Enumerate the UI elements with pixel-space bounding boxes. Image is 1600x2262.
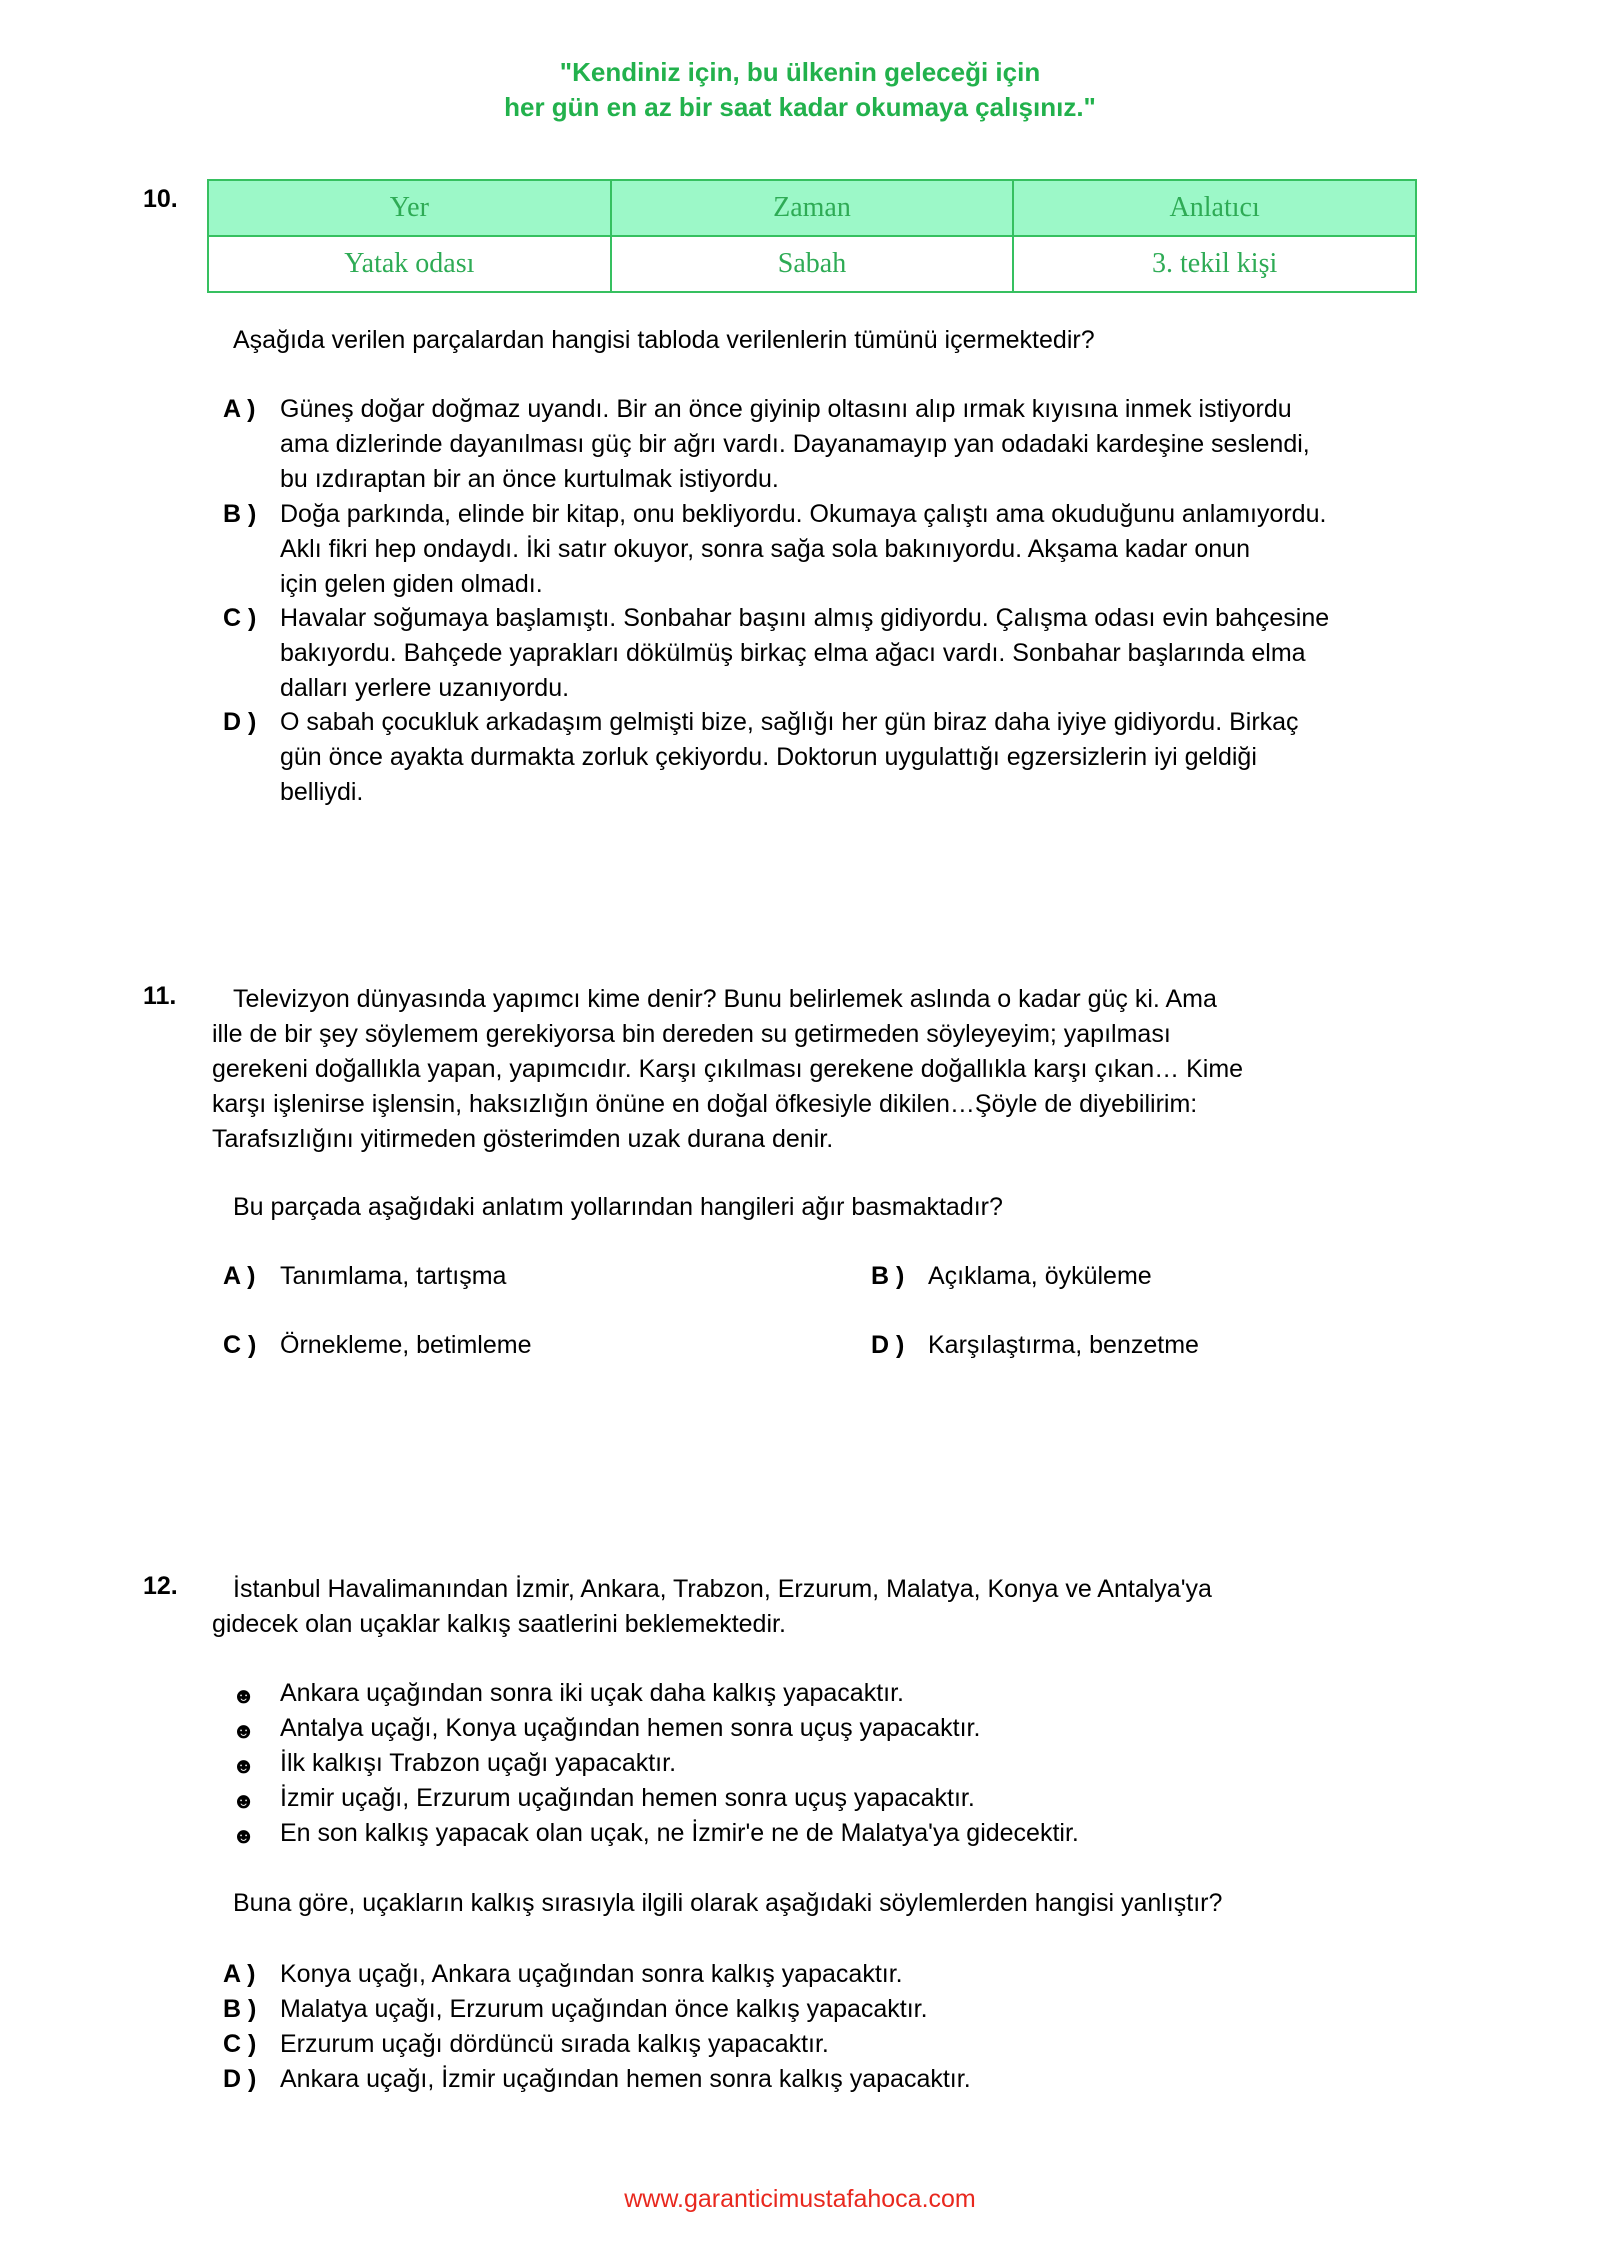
option-text-line: bakıyordu. Bahçede yaprakları dökülmüş birkaç elma ağacı vardı. Sonbahar başlarında elma [280,639,1306,667]
option-label: D ) [223,2065,257,2093]
option-text-line: gün önce ayakta durmakta zorluk çekiyordu. Doktorun uygulattığı egzersizlerin iyi geldiği [280,743,1257,771]
option-label: B ) [223,500,257,528]
table-header-row [208,180,1416,236]
option-text-line: ama dizlerinde dayanılması güç bir ağrı vardı. Dayanamayıp yan odadaki kardeşine seslendi, [280,430,1310,458]
smiley-bullet-icon: ☻ [232,1753,256,1778]
question-11-option-c[interactable] [223,1328,531,1363]
option-label: C ) [223,604,257,632]
smiley-bullet-icon: ☻ [232,1683,256,1708]
motto-line-1: "Kendiniz için, bu ülkenin geleceği için [559,57,1041,87]
question-11-passage [212,982,1412,1157]
question-11-number: 11. [143,982,177,1010]
passage-line: İstanbul Havalimanından İzmir, Ankara, Trabzon, Erzurum, Malatya, Konya ve Antalya'ya [233,1575,1212,1603]
clue-item: Ankara uçağından sonra iki uçak daha kalkış yapacaktır. [280,1679,904,1707]
clue-item: İlk kalkışı Trabzon uçağı yapacaktır. [280,1749,677,1777]
option-text: Tanımlama, tartışma [280,1262,507,1290]
option-label: A ) [223,395,256,423]
option-text: Erzurum uçağı dördüncü sırada kalkış yapacaktır. [280,2030,829,2058]
option-text-line: belliydi. [280,778,364,806]
question-10-prompt: Aşağıda verilen parçalardan hangisi tabloda verilenlerin tümünü içermektedir? [233,326,1095,354]
option-label: C ) [223,2030,257,2058]
clue-item: Antalya uçağı, Konya uçağından hemen sonra uçuş yapacaktır. [280,1714,981,1742]
option-text-line: Aklı fikri hep ondaydı. İki satır okuyor, sonra sağa sola bakınıyordu. Akşama kadar onun [280,535,1250,563]
passage-line: Televizyon dünyasında yapımcı kime denir? Bunu belirlemek aslında o kadar güç ki. Ama [233,985,1217,1013]
passage-line: gerekeni doğallıkla yapan, yapımcıdır. Karşı çıkılması gerekene doğallıkla karşı çıkan… Kime [212,1055,1244,1083]
question-12-prompt: Buna göre, uçakların kalkış sırasıyla ilgili olarak aşağıdaki söylemlerden hangisi yanlıştır? [233,1889,1223,1917]
option-text-line: Havalar soğumaya başlamıştı. Sonbahar başını almış gidiyordu. Çalışma odası evin bahçesine [280,604,1330,632]
clue-item: En son kalkış yapacak olan uçak, ne İzmir'e ne de Malatya'ya gidecektir. [280,1819,1079,1847]
question-12-option-c[interactable] [223,2027,829,2062]
table-header-cell: Anlatıcı [1013,180,1416,236]
motto-line-2: her gün en az bir saat kadar okumaya çalışınız." [504,92,1096,122]
question-10-option-a[interactable] [223,392,1310,497]
question-11-option-b[interactable] [871,1259,1152,1294]
question-12-passage [212,1572,1412,1642]
question-10-option-c[interactable] [223,601,1329,706]
smiley-bullet-icon: ☻ [232,1823,256,1848]
option-text-line: için gelen giden olmadı. [280,570,543,598]
option-label: B ) [223,1995,257,2023]
option-label: D ) [871,1331,905,1359]
clue-item: İzmir uçağı, Erzurum uçağından hemen sonra uçuş yapacaktır. [280,1784,975,1812]
story-elements-table [207,179,1417,293]
option-text: Açıklama, öyküleme [928,1262,1152,1290]
question-10-option-d[interactable] [223,705,1299,810]
option-text: Karşılaştırma, benzetme [928,1331,1199,1359]
option-text: Ankara uçağı, İzmir uçağından hemen sonra kalkış yapacaktır. [280,2065,971,2093]
question-12-option-a[interactable] [223,1957,903,1992]
option-text-line: bu ızdıraptan bir an önce kurtulmak istiyordu. [280,465,779,493]
option-text-line: O sabah çocukluk arkadaşım gelmişti bize, sağlığı her gün biraz daha iyiye gidiyordu. Birkaç [280,708,1299,736]
option-text: Konya uçağı, Ankara uçağından sonra kalkış yapacaktır. [280,1960,903,1988]
table-row [208,236,1416,292]
question-11-option-d[interactable] [871,1328,1199,1363]
table-header-cell: Zaman [611,180,1014,236]
smiley-bullet-icon: ☻ [232,1718,256,1743]
option-text: Malatya uçağı, Erzurum uçağından önce kalkış yapacaktır. [280,1995,928,2023]
option-label: C ) [223,1331,257,1359]
table-cell: 3. tekil kişi [1013,236,1416,292]
option-text-line: Doğa parkında, elinde bir kitap, onu bekliyordu. Okumaya çalıştı ama okuduğunu anlamıyordu. [280,500,1327,528]
option-text-line: Güneş doğar doğmaz uyandı. Bir an önce giyinip oltasını alıp ırmak kıyısına inmek istiyordu [280,395,1292,423]
passage-line: gidecek olan uçaklar kalkış saatlerini beklemektedir. [212,1610,786,1638]
question-12-option-d[interactable] [223,2062,971,2097]
option-label: A ) [223,1960,256,1988]
table-header-cell: Yer [208,180,611,236]
question-11-option-a[interactable] [223,1259,506,1294]
table-cell: Sabah [611,236,1014,292]
footer-website-link[interactable]: www.garanticimustafahoca.com [624,2185,976,2213]
question-10-number: 10. [143,185,178,213]
passage-line: ille de bir şey söylemem gerekiyorsa bin dereden su getirmeden söyleyeyim; yapılması [212,1020,1171,1048]
option-label: B ) [871,1262,905,1290]
question-10-option-b[interactable] [223,497,1326,602]
table-cell: Yatak odası [208,236,611,292]
option-label: D ) [223,708,257,736]
smiley-bullet-icon: ☻ [232,1788,256,1813]
question-11-prompt: Bu parçada aşağıdaki anlatım yollarından hangileri ağır basmaktadır? [233,1193,1003,1221]
passage-line: karşı işlenirse işlensin, haksızlığın önüne en doğal öfkesiyle dikilen…Şöyle de diyebilirim: [212,1090,1198,1118]
option-text: Örnekleme, betimleme [280,1331,532,1359]
passage-line: Tarafsızlığını yitirmeden gösterimden uzak durana denir. [212,1125,834,1153]
option-text-line: dalları yerlere uzanıyordu. [280,674,570,702]
question-12-option-b[interactable] [223,1992,928,2027]
question-12-number: 12. [143,1572,178,1600]
motto [0,55,1600,125]
option-label: A ) [223,1262,256,1290]
